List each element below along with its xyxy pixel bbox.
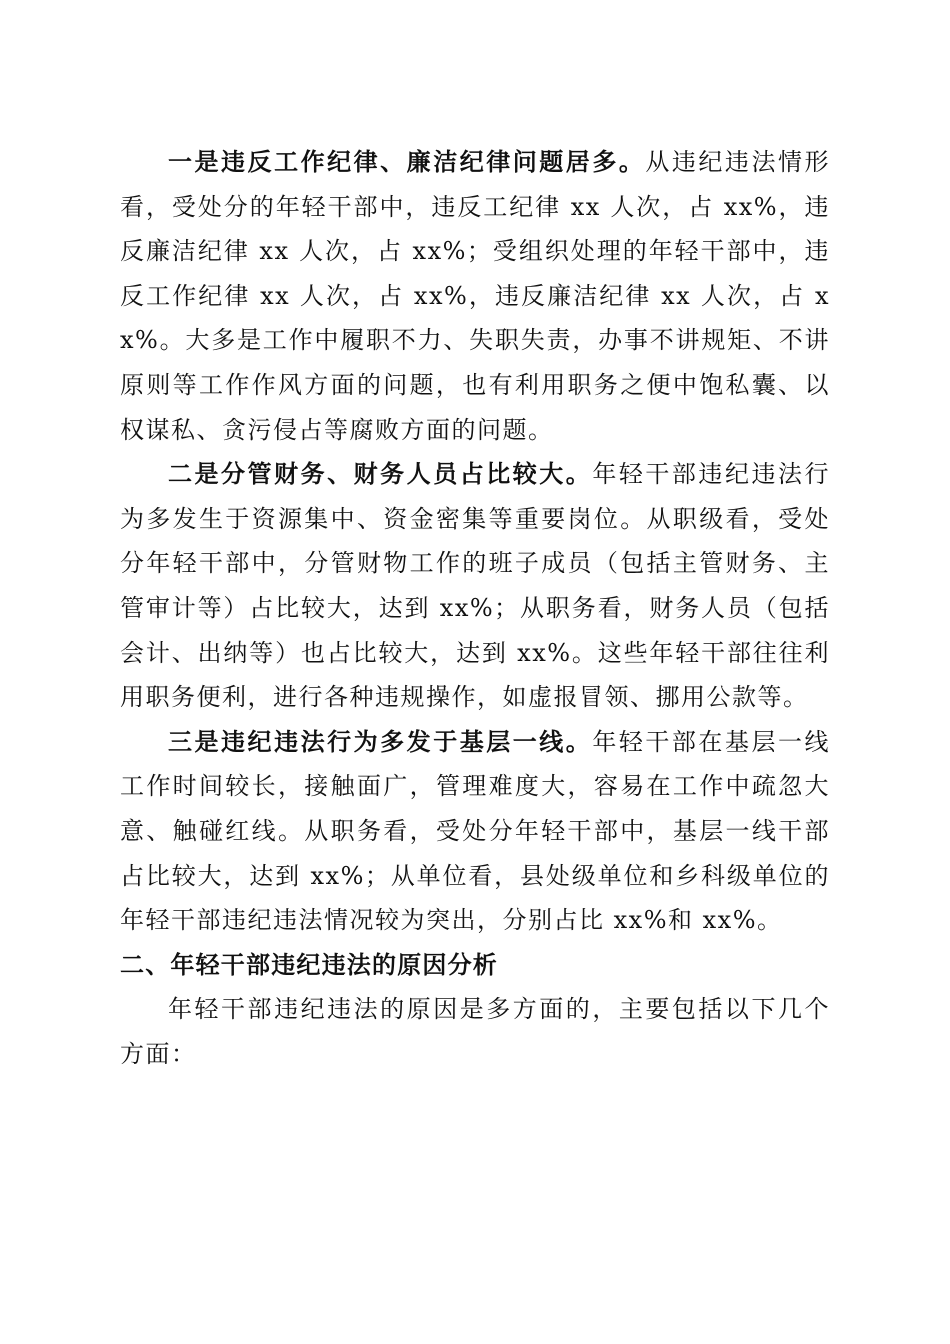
paragraph-text: 年轻干部违纪违法行为多发生于资源集中、资金密集等重要岗位。从职级看，受处分年轻干部中，分管财物工作的班子成员（包括主管财务、主管审计等）占比较大，达到 xx%；从职务看，财务人员（包括会计、出纳等）也占比较大，达到 xx%。这些年轻干部往往利用职务便利，进行各种违规操作，如虚报冒领、挪用公款等。	[120, 460, 831, 712]
paragraph-lead: 二是分管财务、财务人员占比较大。	[168, 460, 593, 489]
paragraph-grassroots	[120, 720, 830, 943]
paragraph-text: 年轻干部在基层一线工作时间较长，接触面广，管理难度大，容易在工作中疏忽大意、触碰红线。从职务看，受处分年轻干部中，基层一线干部占比较大，达到 xx%；从单位看，县处级单位和乡科级单位的年轻干部违纪违法情况较为突出，分别占比 xx%和 xx%。	[120, 727, 831, 935]
paragraph-finance-personnel	[120, 452, 830, 720]
section-heading: 二、年轻干部违纪违法的原因分析	[120, 950, 498, 979]
paragraph-closing: 年轻干部违纪违法的原因是多方面的，主要包括以下几个方面：	[120, 995, 830, 1068]
paragraph-text: 从违纪违法情形看，受处分的年轻干部中，违反工纪律 xx 人次，占 xx%，违反廉洁纪律 xx 人次，占 xx%；受组织处理的年轻干部中，违反工作纪律 xx 人次，占 xx%，违反廉洁纪律 xx 人次，占 xx%。大多是工作中履职不力、失职失责，办事不讲规矩、不讲原则等工作作风方面的问题，也有利用职务之便中饱私囊、以权谋私、贪污侵占等腐败方面的问题。	[120, 148, 830, 444]
document-body	[120, 140, 830, 1076]
paragraph-work-discipline	[120, 140, 830, 452]
paragraph-lead: 三是违纪违法行为多发于基层一线。	[168, 727, 593, 756]
paragraph-lead: 一是违反工作纪律、廉洁纪律问题居多。	[168, 148, 646, 176]
